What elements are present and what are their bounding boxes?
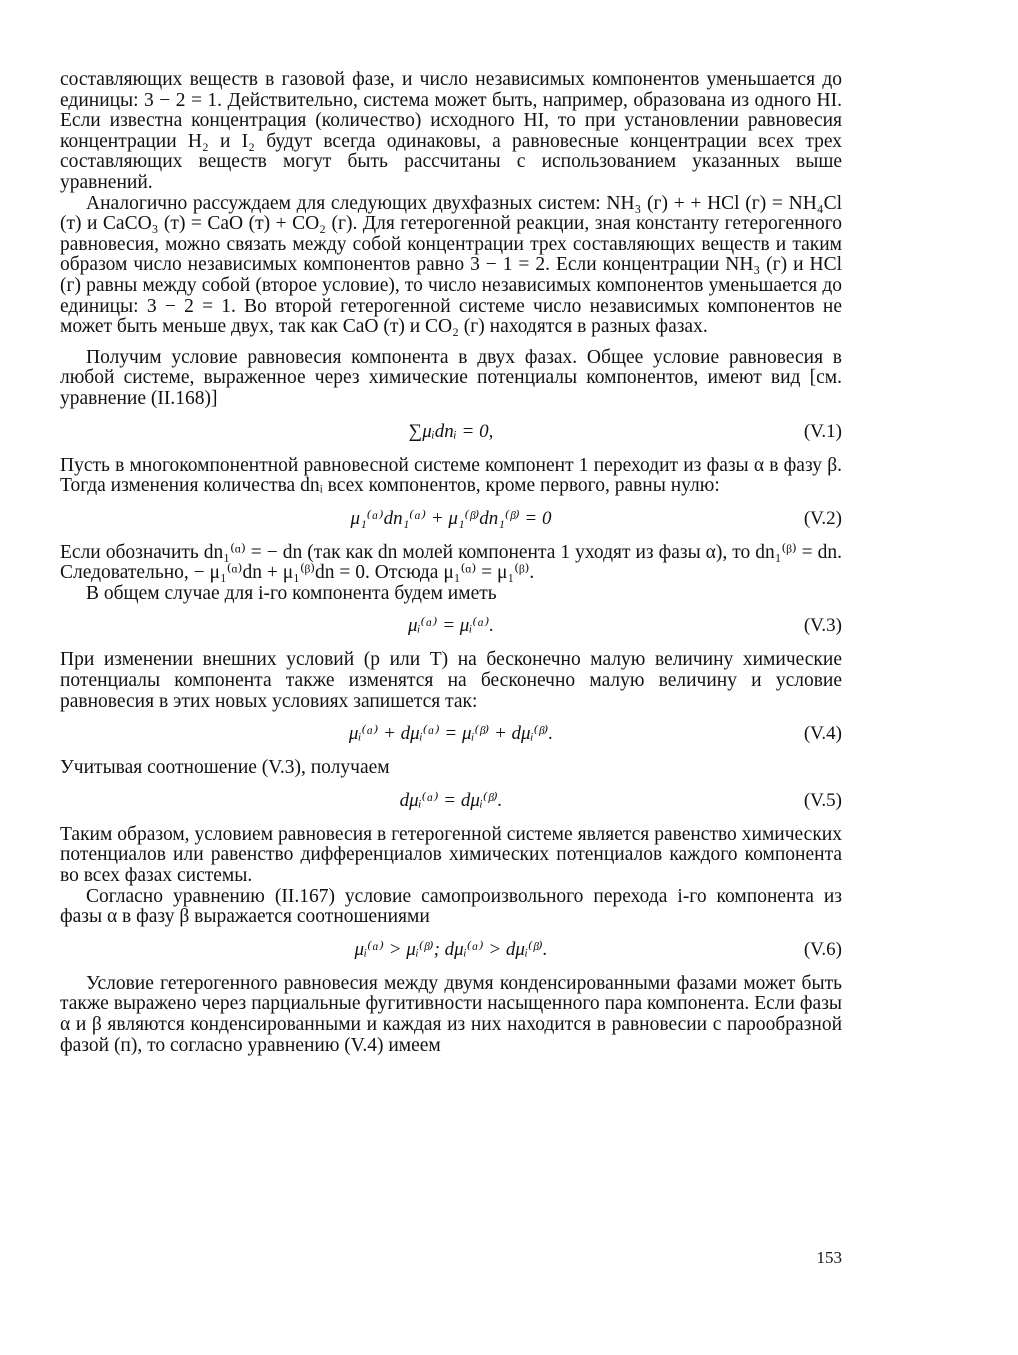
- equation-v3: [60, 612, 842, 642]
- equation-v6: [60, 936, 842, 966]
- paragraph-3: Получим условие равновесия компонента в двух фазах. Общее условие равновесия в любой системе, выраженное через химические потенциалы компонентов, имеют вид [см. уравнение (II.168)]: [60, 346, 842, 409]
- equation-v4-formula: μᵢ⁽ᵅ⁾ + dμᵢ⁽ᵅ⁾ = μᵢ⁽ᵝ⁾ + dμᵢ⁽ᵝ⁾.: [348, 723, 554, 745]
- equation-v3-formula: μᵢ⁽ᵅ⁾ = μᵢ⁽ᵅ⁾.: [408, 615, 494, 637]
- equation-v2: [60, 505, 842, 535]
- page-number: 153: [816, 1248, 842, 1267]
- equation-v5-number: (V.5): [803, 789, 842, 811]
- equation-v6-formula: μᵢ⁽ᵅ⁾ > μᵢ⁽ᵝ⁾; dμᵢ⁽ᵅ⁾ > dμᵢ⁽ᵝ⁾.: [354, 938, 548, 960]
- paragraph-5: Если обозначить dn₁⁽ᵅ⁾ = − dn (так как dn молей компонента 1 уходят из фазы α), то dn₁⁽ᵝ⁾ = dn. Следовательно, − μ₁⁽ᵅ⁾dn + μ₁⁽ᵝ⁾dn = 0. Отсюда μ₁⁽ᵅ⁾ = μ₁⁽ᵝ⁾.: [60, 541, 842, 584]
- paragraph-10: Согласно уравнению (II.167) условие самопроизвольного перехода i-го компонента из фазы α в фазу β выражается соотношениями: [60, 885, 842, 928]
- paragraph-4: Пусть в многокомпонентной равновесной системе компонент 1 переходит из фазы α в фазу β. Тогда изменения количества dnᵢ всех компонентов, кроме первого, равны нулю:: [60, 454, 842, 497]
- paragraph-6: В общем случае для i-го компонента будем иметь: [86, 582, 497, 604]
- paragraph-2: Аналогично рассуждаем для следующих двухфазных систем: NH₃ (г) + + HCl (г) = NH₄Cl (т) и CaCO₃ (т) = CaO (т) + CO₂ (г). Для гетерогенной реакции, зная константу гетерогенного равновесия, можно связать между собой концентрации трех составляющих веществ и таким образом число независимых компонентов равно 3 − 1 = 2. Если концентрации NH₃ (г) и HCl (г) равны между собой (второе условие), то число независимых компонентов уменьшается до единицы: 3 − 2 = 1. Во второй гетерогенной системе число независимых компонентов не может быть меньше двух, так как CaO (т) и CO₂ (г) находятся в разных фазах.: [60, 192, 842, 338]
- equation-v4-number: (V.4): [803, 723, 842, 745]
- paragraph-8: Учитывая соотношение (V.3), получаем: [60, 757, 390, 779]
- page-text: [60, 70, 842, 1056]
- equation-v4: [60, 720, 842, 750]
- equation-v2-number: (V.2): [803, 507, 842, 529]
- equation-v2-formula: μ₁⁽ᵅ⁾dn₁⁽ᵅ⁾ + μ₁⁽ᵝ⁾dn₁⁽ᵝ⁾ = 0: [350, 507, 552, 529]
- equation-v1-number: (V.1): [803, 420, 842, 442]
- equation-v5-formula: dμᵢ⁽ᵅ⁾ = dμᵢ⁽ᵝ⁾.: [399, 789, 503, 811]
- paragraph-11: Условие гетерогенного равновесия между двумя конденсированными фазами может быть также выражено через парциальные фугитивности насыщенного пара компонента. Если фазы α и β являются конденсированными и каждая из них находится в равновесии с парообразной фазой (п), то согласно уравнению (V.4) имеем: [60, 972, 842, 1056]
- paragraph-9: Таким образом, условием равновесия в гетерогенной системе является равенство химических потенциалов или равенство дифференциалов химических потенциалов каждого компонента во всех фазах системы.: [60, 823, 842, 887]
- equation-v1-formula: ∑μᵢdnᵢ = 0,: [408, 420, 494, 442]
- equation-v3-number: (V.3): [803, 615, 842, 637]
- equation-v1: [60, 418, 842, 448]
- equation-v6-number: (V.6): [803, 938, 842, 960]
- paragraph-1: составляющих веществ в газовой фазе, и число независимых компонентов уменьшается до единицы: 3 − 2 = 1. Действительно, система может быть, например, образована из одного HI. Если известна концентрация (количество) исходного HI, то при установлении равновесия концентрации H₂ и I₂ будут всегда одинаковы, а равновесные концентрации всех трех составляющих веществ могут быть рассчитаны с использованием указанных выше уравнений.: [60, 69, 842, 193]
- paragraph-7: При изменении внешних условий (p или T) на бесконечно малую величину химические потенциалы компонента также изменятся на бесконечно малую величину и условие равновесия в этих новых условиях запишется так:: [60, 649, 842, 712]
- equation-v5: [60, 787, 842, 817]
